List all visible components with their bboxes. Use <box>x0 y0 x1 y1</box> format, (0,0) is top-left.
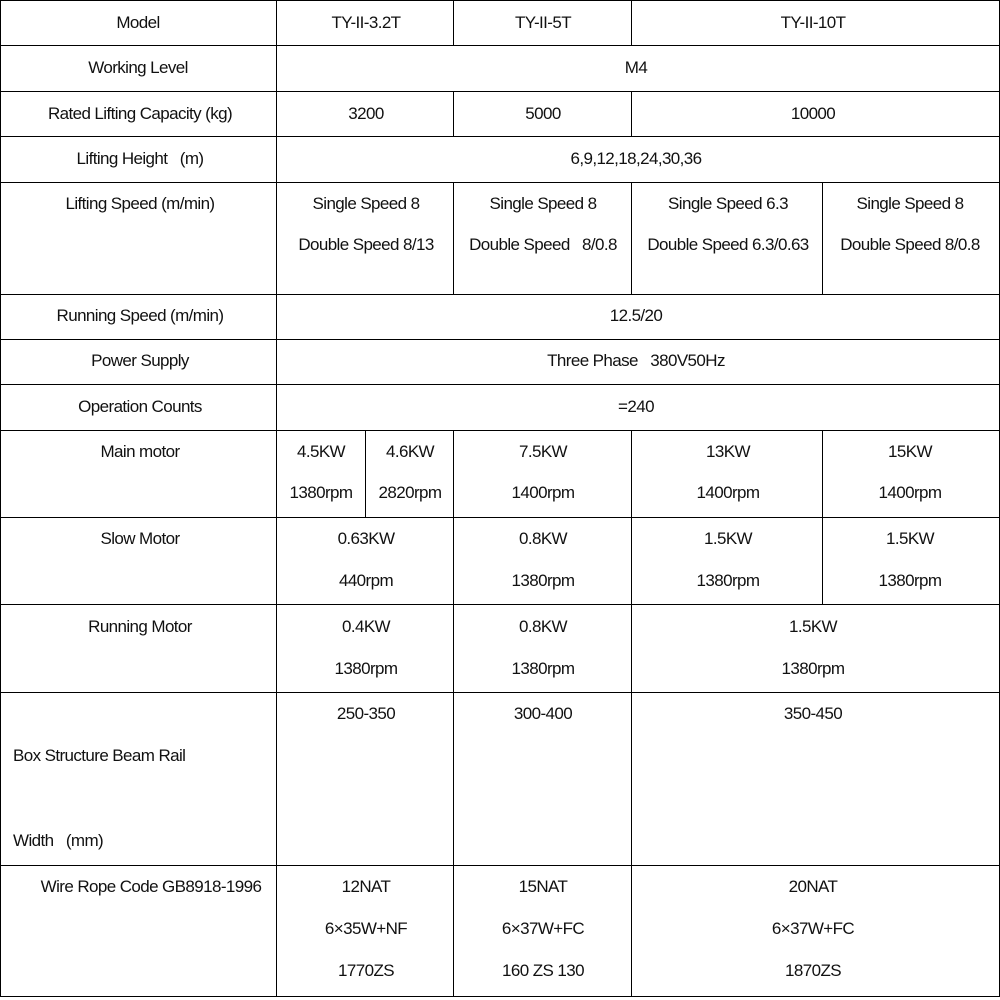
column-line <box>453 182 454 295</box>
slow-motor-speed: 1380rpm <box>878 571 942 590</box>
wire-rope-line2: 6×35W+NF <box>324 919 408 938</box>
row-line <box>0 0 1000 1</box>
wire-rope-line1: 12NAT <box>341 877 391 896</box>
rated-capacity-value: 3200 <box>348 104 384 123</box>
wire-rope-line3: 1770ZS <box>338 961 394 980</box>
row-line <box>0 136 1000 137</box>
wire-rope-line3: 1870ZS <box>785 961 841 980</box>
beam-rail-label-line2: Width (mm) <box>13 831 104 850</box>
model-label: Model <box>116 13 160 32</box>
working-level-label: Working Level <box>88 58 188 77</box>
lifting-speed-line1: Single Speed 8 <box>489 194 597 213</box>
running-motor-label: Running Motor <box>88 617 192 636</box>
model-value: TY-II-5T <box>515 13 571 32</box>
main-motor-speed: 1400rpm <box>878 483 942 502</box>
main-motor-speed: 2820rpm <box>378 483 442 502</box>
column-line <box>453 430 454 605</box>
model-value: TY-II-10T <box>780 13 846 32</box>
row-line <box>0 430 1000 431</box>
column-line <box>822 430 823 605</box>
slow-motor-speed: 440rpm <box>338 571 394 590</box>
column-line <box>631 91 632 137</box>
row-line <box>0 604 1000 605</box>
main-motor-power: 4.5KW <box>296 442 346 461</box>
model-value: TY-II-3.2T <box>331 13 401 32</box>
running-motor-power: 1.5KW <box>788 617 838 636</box>
wire-rope-line3: 160 ZS 130 <box>502 961 584 980</box>
slow-motor-label: Slow Motor <box>100 529 180 548</box>
column-line <box>631 182 632 295</box>
lifting-speed-line2: Double Speed 8/0.8 <box>469 235 617 254</box>
slow-motor-power: 1.5KW <box>703 529 753 548</box>
slow-motor-power: 0.63KW <box>337 529 395 548</box>
lifting-speed-line1: Single Speed 8 <box>312 194 420 213</box>
rated-capacity-value: 10000 <box>790 104 836 123</box>
lifting-speed-label: Lifting Speed (m/min) <box>65 194 215 213</box>
main-motor-label: Main motor <box>100 442 180 461</box>
working-level-value: M4 <box>624 58 648 77</box>
row-line <box>0 45 1000 46</box>
running-speed-value: 12.5/20 <box>609 306 663 325</box>
main-motor-power: 15KW <box>888 442 932 461</box>
row-line <box>0 996 1000 997</box>
slow-motor-power: 0.8KW <box>518 529 568 548</box>
wire-rope-line1: 20NAT <box>788 877 838 896</box>
column-line <box>631 0 632 46</box>
column-line <box>631 604 632 997</box>
column-line <box>822 182 823 295</box>
lifting-speed-line2: Double Speed 8/13 <box>298 235 434 254</box>
rated-capacity-value: 5000 <box>525 104 561 123</box>
running-motor-power: 0.8KW <box>518 617 568 636</box>
power-supply-value: Three Phase 380V50Hz <box>547 351 725 370</box>
lifting-speed-line1: Single Speed 6.3 <box>668 194 788 213</box>
column-line <box>453 604 454 997</box>
column-line <box>453 91 454 137</box>
slow-motor-speed: 1380rpm <box>511 571 575 590</box>
main-motor-speed: 1400rpm <box>511 483 575 502</box>
lifting-height-value: 6,9,12,18,24,30,36 <box>570 149 702 168</box>
row-line <box>0 294 1000 295</box>
wire-rope-line1: 15NAT <box>518 877 568 896</box>
main-motor-power: 13KW <box>706 442 750 461</box>
lifting-height-label: Lifting Height (m) <box>76 149 204 168</box>
row-line <box>0 91 1000 92</box>
column-line <box>0 0 1 997</box>
running-motor-speed: 1380rpm <box>334 659 398 678</box>
running-motor-speed: 1380rpm <box>511 659 575 678</box>
beam-rail-value: 300-400 <box>513 704 573 723</box>
column-line <box>631 430 632 605</box>
row-line <box>0 182 1000 183</box>
column-line <box>365 430 366 518</box>
row-line <box>0 384 1000 385</box>
column-line <box>276 0 277 997</box>
main-motor-speed: 1380rpm <box>289 483 353 502</box>
main-motor-power: 4.6KW <box>385 442 435 461</box>
running-motor-power: 0.4KW <box>341 617 391 636</box>
main-motor-power: 7.5KW <box>518 442 568 461</box>
lifting-speed-line2: Double Speed 6.3/0.63 <box>647 235 809 254</box>
beam-rail-label-line1: Box Structure Beam Rail <box>13 746 186 765</box>
row-line <box>0 865 1000 866</box>
row-line <box>0 517 1000 518</box>
wire-rope-line2: 6×37W+FC <box>771 919 855 938</box>
row-line <box>0 339 1000 340</box>
wire-rope-line2: 6×37W+FC <box>501 919 585 938</box>
slow-motor-power: 1.5KW <box>885 529 935 548</box>
lifting-speed-line1: Single Speed 8 <box>856 194 964 213</box>
row-line <box>0 692 1000 693</box>
operation-counts-value: =240 <box>618 397 654 416</box>
running-motor-speed: 1380rpm <box>781 659 845 678</box>
wire-rope-label: Wire Rope Code GB8918-1996 <box>40 877 262 896</box>
power-supply-label: Power Supply <box>91 351 189 370</box>
slow-motor-speed: 1380rpm <box>696 571 760 590</box>
main-motor-speed: 1400rpm <box>696 483 760 502</box>
beam-rail-value: 250-350 <box>336 704 396 723</box>
lifting-speed-line2: Double Speed 8/0.8 <box>840 235 980 254</box>
rated-capacity-label: Rated Lifting Capacity (kg) <box>47 104 233 123</box>
running-speed-label: Running Speed (m/min) <box>56 306 224 325</box>
operation-counts-label: Operation Counts <box>78 397 202 416</box>
column-line <box>453 0 454 46</box>
beam-rail-value: 350-450 <box>783 704 843 723</box>
